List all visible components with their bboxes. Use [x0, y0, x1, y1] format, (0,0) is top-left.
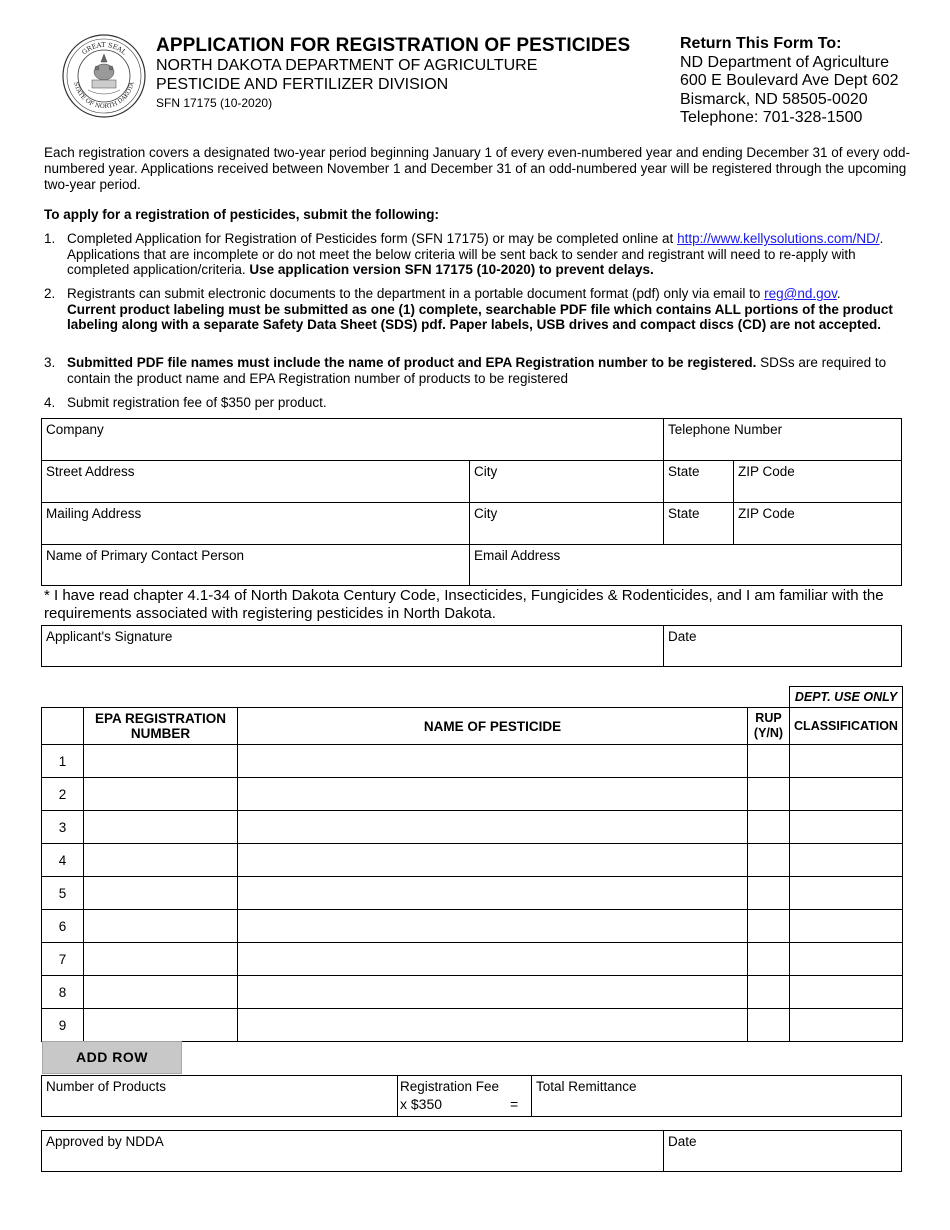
pesticide-name-cell[interactable] — [238, 976, 748, 1009]
fee-amount: x $350 — [400, 1096, 443, 1112]
pesticide-name-header: NAME OF PESTICIDE — [238, 708, 748, 745]
registration-fee-field — [398, 1076, 532, 1116]
state-field[interactable] — [664, 461, 734, 503]
product-row — [42, 844, 903, 877]
kellysolutions-link[interactable]: http://www.kellysolutions.com/ND/ — [677, 231, 880, 246]
product-row — [42, 811, 903, 844]
products-table — [41, 686, 903, 1042]
row-number: 5 — [42, 877, 84, 910]
equals-sign: = — [510, 1096, 519, 1112]
email-link[interactable]: reg@nd.gov — [764, 286, 837, 301]
row-number: 2 — [42, 778, 84, 811]
certification-statement: * I have read chapter 4.1-34 of North Dakota Century Code, Insecticides, Fungicides & Rodenticides, and I am familiar with the requirements associated with registering pesticides in North Dakota. — [44, 587, 884, 622]
product-row — [42, 745, 903, 778]
return-line-1: ND Department of Agriculture — [680, 53, 889, 71]
item-bold-text: Current product labeling must be submitted as one (1) complete, searchable PDF file which contains ALL portions of the product labeling along with a separate Safety Data Sheet (SDS) pdf. Paper labels, USB drives and compact discs (CD) are not accepted. — [67, 301, 893, 332]
product-row — [42, 778, 903, 811]
division-name: PESTICIDE AND FERTILIZER DIVISION — [156, 76, 449, 93]
product-row — [42, 910, 903, 943]
date-label: Date — [668, 1134, 697, 1149]
city-label: City — [474, 506, 498, 521]
epa-number-header: EPA REGISTRATION NUMBER — [84, 708, 238, 745]
epa-number-cell[interactable] — [84, 778, 238, 811]
pesticide-name-cell[interactable] — [238, 778, 748, 811]
signature-box — [41, 625, 902, 667]
signature-label: Applicant's Signature — [46, 629, 173, 644]
pesticide-name-cell[interactable] — [238, 1009, 748, 1042]
telephone-field[interactable] — [664, 419, 901, 461]
product-row — [42, 943, 903, 976]
city-label: City — [474, 464, 498, 479]
email-label: Email Address — [474, 548, 561, 563]
apply-heading: To apply for a registration of pesticides, submit the following: — [44, 207, 440, 222]
item-number: 3. — [44, 355, 56, 370]
mailing-state-field[interactable] — [664, 503, 734, 545]
approval-box — [41, 1130, 902, 1172]
product-row — [42, 976, 903, 1009]
intro-paragraph: Each registration covers a designated two-year period beginning January 1 of every even-numbered year and ending December 31 of every odd-numbered year. Applications received between November 1 and December 31 of an odd-numbered year will be registered through the upcoming two-year period. — [44, 145, 911, 192]
classification-cell — [790, 943, 903, 976]
row-number: 6 — [42, 910, 84, 943]
zip-label: ZIP Code — [738, 464, 795, 479]
classification-cell — [790, 910, 903, 943]
rup-cell[interactable] — [748, 844, 790, 877]
department-name: NORTH DAKOTA DEPARTMENT OF AGRICULTURE — [156, 57, 538, 74]
number-of-products-field[interactable] — [42, 1076, 398, 1116]
approved-by-field[interactable] — [42, 1131, 664, 1171]
item-text: Submit registration fee of $350 per product. — [67, 395, 327, 410]
epa-number-cell[interactable] — [84, 910, 238, 943]
signature-date-field[interactable] — [664, 626, 901, 666]
number-of-products-label: Number of Products — [46, 1079, 167, 1094]
instruction-item-4 — [44, 395, 912, 411]
return-heading: Return This Form To: — [680, 35, 842, 52]
rup-cell[interactable] — [748, 976, 790, 1009]
form-title: APPLICATION FOR REGISTRATION OF PESTICIDES — [156, 35, 631, 56]
item-text: . — [836, 286, 841, 301]
rup-cell[interactable] — [748, 943, 790, 976]
product-row — [42, 877, 903, 910]
pesticide-name-cell[interactable] — [238, 910, 748, 943]
city-field[interactable] — [470, 461, 664, 503]
classification-cell — [790, 778, 903, 811]
item-text: Registrants can submit electronic documents to the department in a portable document format (pdf) only via email to — [67, 286, 765, 301]
zip-label: ZIP Code — [738, 506, 795, 521]
row-number: 3 — [42, 811, 84, 844]
registration-fee-label: Registration Fee — [400, 1079, 500, 1094]
svg-text:STATE OF NORTH DAKOTA: STATE OF NORTH DAKOTA — [72, 81, 136, 111]
classification-cell — [790, 1009, 903, 1042]
epa-number-cell[interactable] — [84, 1009, 238, 1042]
return-line-3: Bismarck, ND 58505-0020 — [680, 90, 868, 108]
return-address — [680, 35, 899, 128]
epa-number-cell[interactable] — [84, 877, 238, 910]
row-number: 7 — [42, 943, 84, 976]
mailing-label: Mailing Address — [46, 506, 142, 521]
pesticide-name-cell[interactable] — [238, 745, 748, 778]
zip-field[interactable] — [734, 461, 901, 503]
epa-number-cell[interactable] — [84, 745, 238, 778]
contact-label: Name of Primary Contact Person — [46, 548, 245, 563]
classification-cell — [790, 877, 903, 910]
classification-cell — [790, 811, 903, 844]
mailing-address-field[interactable] — [42, 503, 470, 545]
row-number: 9 — [42, 1009, 84, 1042]
mailing-city-field[interactable] — [470, 503, 664, 545]
item-bold-text: Submitted PDF file names must include the name of product and EPA Registration number to be registered. — [67, 355, 757, 370]
instruction-item-1 — [44, 231, 912, 278]
product-row — [42, 1009, 903, 1042]
total-remittance-field[interactable] — [532, 1076, 901, 1116]
epa-number-cell[interactable] — [84, 811, 238, 844]
add-row-button[interactable]: ADD ROW — [42, 1041, 182, 1074]
return-line-2: 600 E Boulevard Ave Dept 602 — [680, 72, 899, 89]
date-label: Date — [668, 629, 697, 644]
pesticide-name-cell[interactable] — [238, 943, 748, 976]
pesticide-name-cell[interactable] — [238, 877, 748, 910]
row-number: 4 — [42, 844, 84, 877]
item-text: . Applications that are incomplete or do not meet the below criteria will be sent back to sender and registrant will need to re-apply with completed application/criteria. — [67, 231, 884, 277]
company-label: Company — [46, 422, 104, 437]
state-label: State — [668, 464, 700, 479]
item-number: 4. — [44, 395, 56, 410]
state-label: State — [668, 506, 700, 521]
epa-number-cell[interactable] — [84, 943, 238, 976]
epa-number-cell[interactable] — [84, 844, 238, 877]
item-bold-text: Use application version SFN 17175 (10-2020) to prevent delays. — [249, 262, 654, 277]
item-text: SDSs are required to contain the product name and EPA Registration number of products to be registered — [67, 355, 887, 386]
classification-cell — [790, 745, 903, 778]
state-seal-logo — [62, 34, 146, 118]
rup-cell[interactable] — [748, 811, 790, 844]
rup-cell[interactable] — [748, 778, 790, 811]
item-number: 2. — [44, 286, 56, 301]
rup-cell[interactable] — [748, 877, 790, 910]
mailing-zip-field[interactable] — [734, 503, 901, 545]
instruction-item-2 — [44, 286, 912, 333]
row-number: 1 — [42, 745, 84, 778]
contact-person-field[interactable] — [42, 545, 470, 585]
instruction-item-3 — [44, 355, 912, 386]
company-field[interactable] — [42, 419, 664, 461]
svg-text:GREAT SEAL: GREAT SEAL — [80, 40, 128, 57]
classification-cell — [790, 976, 903, 1009]
rup-cell[interactable] — [748, 745, 790, 778]
approved-by-label: Approved by NDDA — [46, 1134, 164, 1149]
classification-header: CLASSIFICATION — [790, 708, 903, 745]
return-line-4: Telephone: 701-328-1500 — [680, 109, 863, 126]
street-label: Street Address — [46, 464, 135, 479]
street-address-field[interactable] — [42, 461, 470, 503]
classification-cell — [790, 844, 903, 877]
signature-field[interactable] — [42, 626, 664, 666]
row-number: 8 — [42, 976, 84, 1009]
rup-header: RUP (Y/N) — [748, 708, 790, 745]
applicant-info-box — [41, 418, 902, 586]
form-number: SFN 17175 (10-2020) — [156, 96, 273, 110]
telephone-label: Telephone Number — [668, 422, 783, 437]
pesticide-name-cell[interactable] — [238, 811, 748, 844]
email-address-field[interactable] — [470, 545, 901, 585]
item-number: 1. — [44, 231, 56, 246]
rup-cell[interactable] — [748, 1009, 790, 1042]
totals-box — [41, 1075, 902, 1117]
item-text: Completed Application for Registration of Pesticides form (SFN 17175) or may be completed online at — [67, 231, 678, 246]
pesticide-name-cell[interactable] — [238, 844, 748, 877]
dept-use-only-header: DEPT. USE ONLY — [790, 687, 903, 708]
total-remittance-label: Total Remittance — [536, 1079, 637, 1094]
epa-number-cell[interactable] — [84, 976, 238, 1009]
rup-cell[interactable] — [748, 910, 790, 943]
approval-date-field[interactable] — [664, 1131, 901, 1171]
